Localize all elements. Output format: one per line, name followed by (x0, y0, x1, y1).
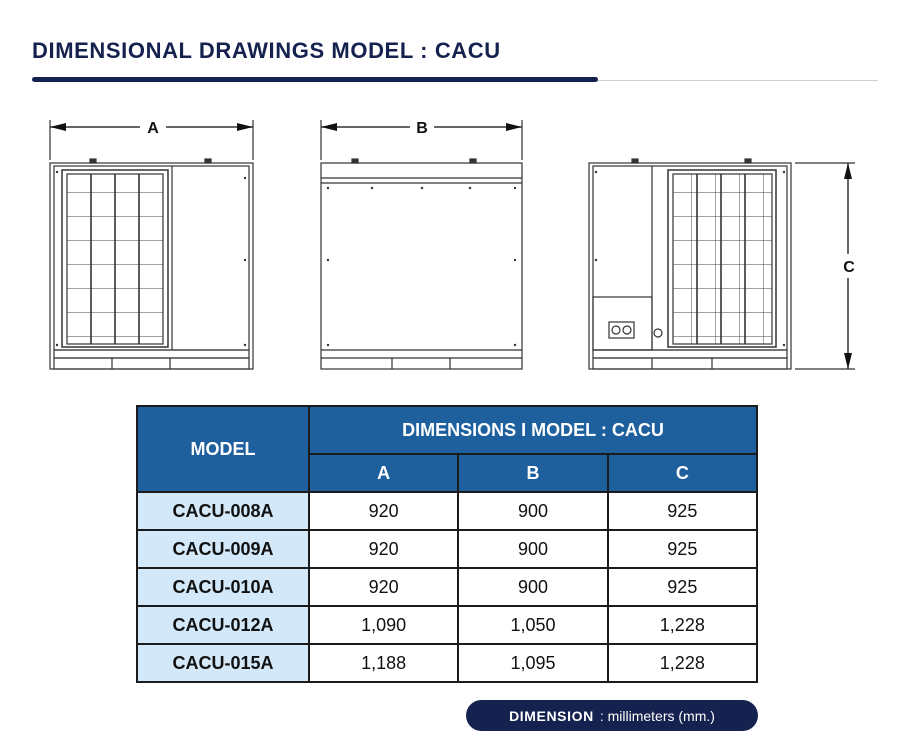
dimension-label-c: C (843, 259, 855, 276)
column-header-c: C (608, 454, 757, 492)
column-header-b: B (458, 454, 607, 492)
model-column-header: MODEL (137, 406, 309, 492)
model-name-cell: CACU-009A (137, 530, 309, 568)
dimension-unit-badge (466, 700, 758, 731)
dimension-a-cell: 920 (309, 492, 458, 530)
dimension-b-cell: 900 (458, 492, 607, 530)
dimension-b-cell: 1,095 (458, 644, 607, 682)
dimension-c-cell: 1,228 (608, 644, 757, 682)
model-name-cell: CACU-010A (137, 568, 309, 606)
dimension-c-cell: 1,228 (608, 606, 757, 644)
table-row (137, 568, 757, 606)
rear-view-drawing (589, 159, 855, 369)
table-row (137, 530, 757, 568)
dimension-c-cell: 925 (608, 530, 757, 568)
side-view-drawing (321, 120, 522, 369)
dimension-a-cell: 920 (309, 530, 458, 568)
dimensions-table (136, 405, 758, 683)
dimension-unit-label: DIMENSION (509, 707, 594, 724)
table-row (137, 492, 757, 530)
dimension-a-cell: 1,188 (309, 644, 458, 682)
dimension-c-cell: 925 (608, 492, 757, 530)
dimension-label-a: A (147, 120, 159, 137)
dimension-a-cell: 920 (309, 568, 458, 606)
dimension-a-cell: 1,090 (309, 606, 458, 644)
model-name-cell: CACU-015A (137, 644, 309, 682)
dimension-unit-value: : millimeters (mm.) (599, 707, 715, 724)
model-name-cell: CACU-012A (137, 606, 309, 644)
page-title: DIMENSIONAL DRAWINGS MODEL : CACU (32, 38, 501, 63)
dimension-b-cell: 1,050 (458, 606, 607, 644)
dimension-b-cell: 900 (458, 568, 607, 606)
table-row (137, 606, 757, 644)
dimension-c-cell: 925 (608, 568, 757, 606)
model-name-cell: CACU-008A (137, 492, 309, 530)
dimensions-group-header: DIMENSIONS I MODEL : CACU (309, 406, 757, 454)
table-row (137, 644, 757, 682)
column-header-a: A (309, 454, 458, 492)
dimension-label-b: B (416, 120, 428, 137)
dimension-b-cell: 900 (458, 530, 607, 568)
front-view-drawing (50, 120, 253, 369)
